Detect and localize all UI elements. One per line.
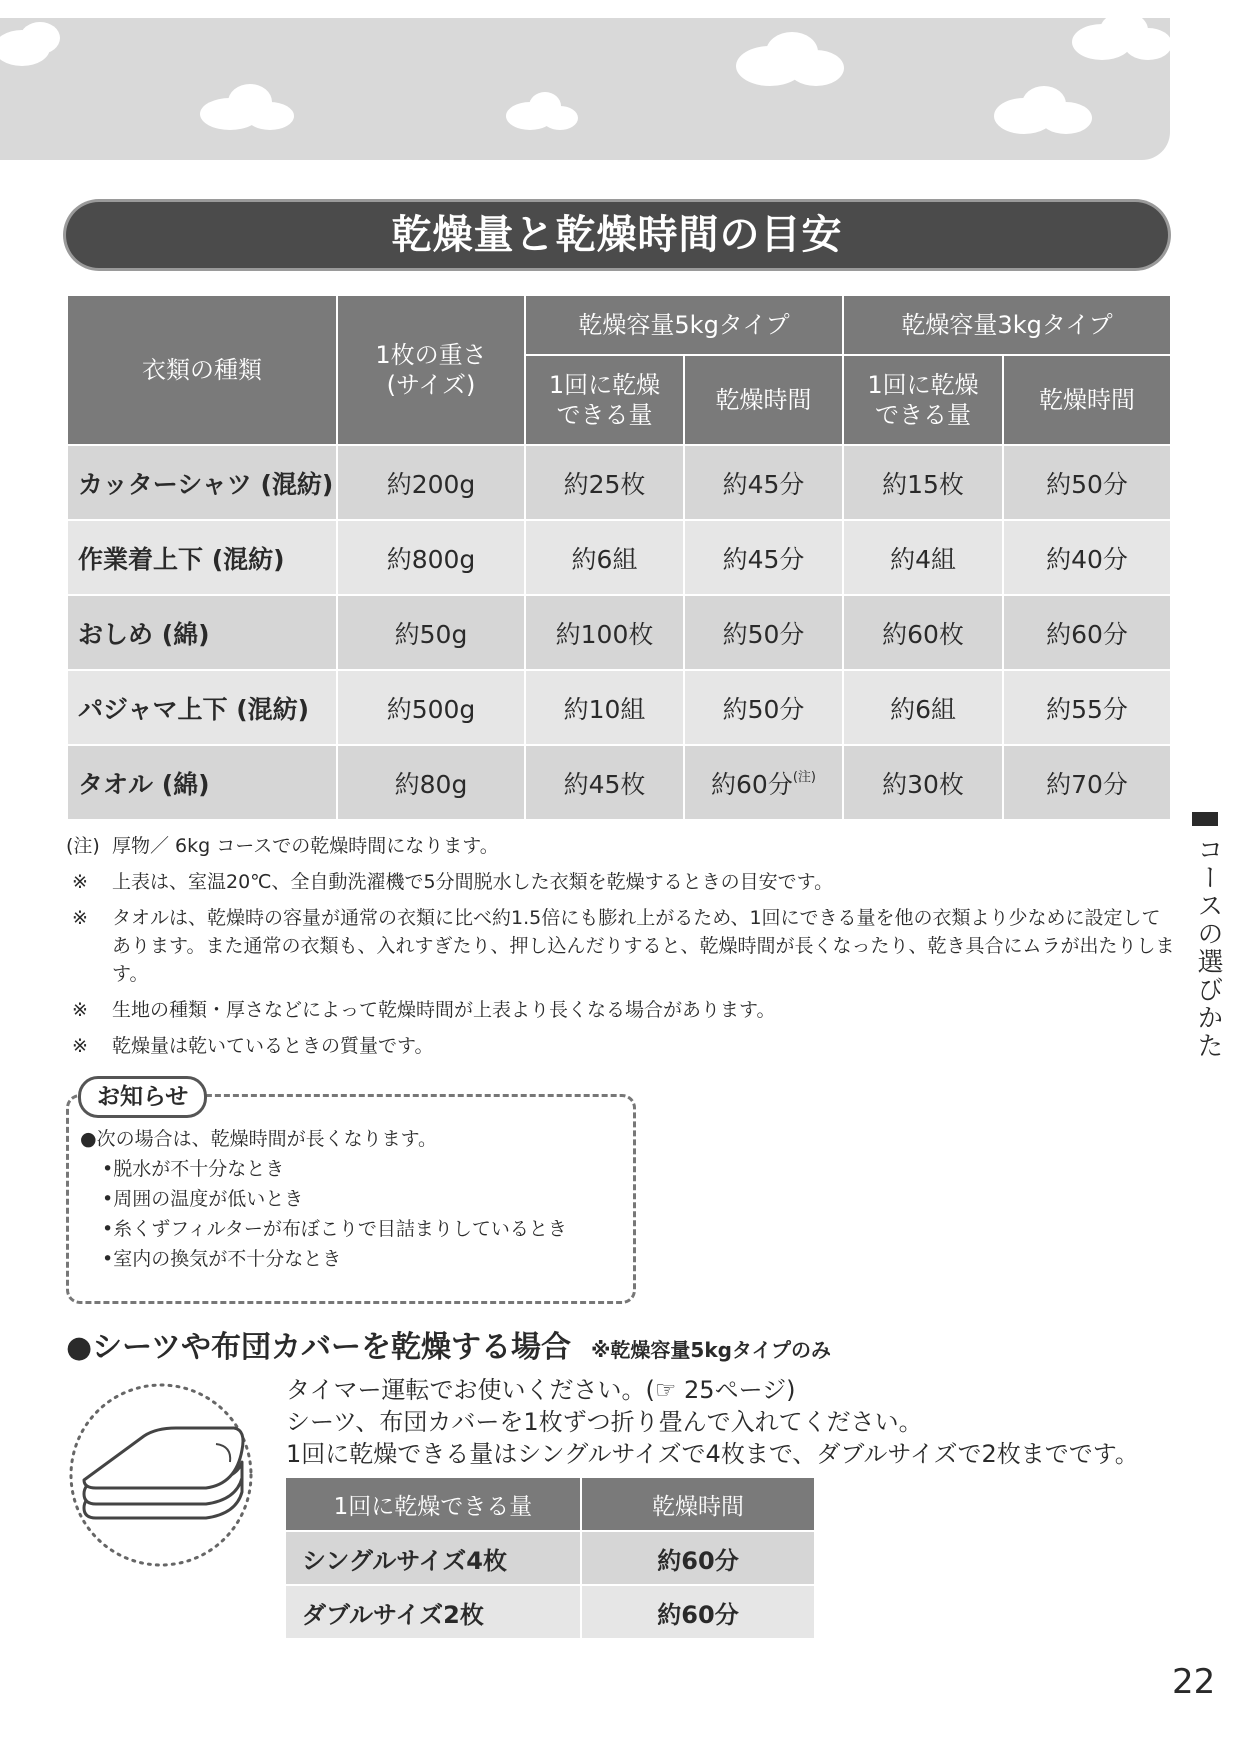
cell-amount-3kg: 約30枚 [843,745,1003,820]
cell-time-5kg: 約45分 [684,445,843,520]
table-row [285,1585,815,1639]
sheets-heading-sub: ※乾燥容量5kgタイプのみ [590,1338,831,1362]
table-row [285,1531,815,1585]
cell-weight: 約50g [337,595,525,670]
sheets-heading-text: ●シーツや布団カバーを乾燥する場合 [66,1330,571,1365]
cell-amount-5kg: 約100枚 [525,595,684,670]
cell-weight: 約80g [337,745,525,820]
cloud-banner [0,18,1170,160]
info-item: •糸くずフィルターが布ぼこりで目詰まりしているとき [102,1218,567,1240]
cell-time-5kg: 約45分 [684,520,843,595]
cell-name: おしめ (綿) [67,595,337,670]
cell-amount-5kg: 約25枚 [525,445,684,520]
cell-amount-3kg: 約15枚 [843,445,1003,520]
sheets-line: 1回に乾燥できる量はシングルサイズで4枚まで、ダブルサイズで2枚までです。 [286,1440,1139,1468]
side-tab-label: コースの選びかた [1193,836,1223,1060]
info-item: •脱水が不十分なとき [102,1158,285,1180]
note-text: 上表は、室温20℃、全自動洗濯機で5分間脱水した衣類を乾燥するときの目安です。 [112,871,834,893]
header-amount-3kg: 1回に乾燥 できる量 [843,355,1003,445]
note-text: 生地の種類・厚さなどによって乾燥時間が上表より長くなる場合があります。 [112,999,776,1021]
header-weight: 1枚の重さ (サイズ) [337,295,525,445]
table-row [67,595,1171,670]
sheets-cell-name: シングルサイズ4枚 [285,1531,581,1585]
page-title: 乾燥量と乾燥時間の目安 [66,202,1168,268]
cell-name: 作業着上下 (混紡) [67,520,337,595]
info-label: お知らせ [78,1076,207,1118]
header-time-5kg: 乾燥時間 [684,355,843,445]
header-group-3kg: 乾燥容量3kgタイプ [843,295,1171,355]
side-tab-marker [1192,812,1218,826]
asterisk-mark: ※ [72,871,88,893]
table-row [67,745,1171,820]
cell-name: カッターシャツ (混紡) [67,445,337,520]
info-item: •周囲の温度が低いとき [102,1188,304,1210]
asterisk-mark: ※ [72,1035,88,1057]
info-lead: ●次の場合は、乾燥時間が長くなります。 [80,1128,438,1150]
clouds-icon [0,18,1170,160]
cell-time-3kg: 約60分 [1003,595,1171,670]
sheets-header-time: 乾燥時間 [581,1477,815,1531]
sheets-line: シーツ、布団カバーを1枚ずつ折り畳んで入れてください。 [286,1408,923,1436]
cell-time-5kg-value: 約60分 [711,769,793,799]
sheets-line: タイマー運転でお使いください。(☞ 25ページ) [286,1376,796,1404]
asterisk-mark: ※ [72,999,88,1021]
footnote [66,832,1176,860]
cell-name: パジャマ上下 (混紡) [67,670,337,745]
notes [66,832,1176,1068]
note-text: タオルは、乾燥時の容量が通常の衣類に比べ約1.5倍にも膨れ上がるため、1回にできる量を他の衣類より少なめに設定してあります。また通常の衣類も、入れすぎたり、押し込んだりすると、乾燥時間が長くなったり、乾き具合にムラが出たりします。 [112,907,1175,985]
note-item [66,996,1176,1024]
footnote-text: 厚物／ 6kg コースでの乾燥時間になります。 [112,835,499,857]
cell-time-3kg: 約50分 [1003,445,1171,520]
footnote-marker: (注) [792,769,816,785]
header-amount-5kg: 1回に乾燥 できる量 [525,355,684,445]
cell-name: タオル (綿) [67,745,337,820]
cell-time-5kg [684,745,843,820]
sheets-table [284,1476,816,1640]
drying-table [66,294,1172,821]
cell-weight: 約500g [337,670,525,745]
note-item [66,868,1176,896]
cell-amount-5kg: 約6組 [525,520,684,595]
sheets-text [286,1374,1139,1470]
cell-time-3kg: 約55分 [1003,670,1171,745]
sheets-header-amount: 1回に乾燥できる量 [285,1477,581,1531]
info-body [80,1124,567,1274]
cell-time-3kg: 約40分 [1003,520,1171,595]
folded-sheet-icon [66,1380,256,1570]
cell-time-5kg: 約50分 [684,670,843,745]
cell-amount-3kg: 約6組 [843,670,1003,745]
info-item: •室内の換気が不十分なとき [102,1248,342,1270]
sheets-heading [66,1322,831,1366]
cell-amount-3kg: 約60枚 [843,595,1003,670]
cell-amount-5kg: 約45枚 [525,745,684,820]
table-row [67,670,1171,745]
cell-time-5kg: 約50分 [684,595,843,670]
note-item [66,904,1176,988]
cell-weight: 約800g [337,520,525,595]
cell-amount-3kg: 約4組 [843,520,1003,595]
page-number: 22 [1172,1662,1216,1702]
cell-time-3kg: 約70分 [1003,745,1171,820]
table-row [67,520,1171,595]
asterisk-mark: ※ [72,907,88,929]
sheets-cell-time: 約60分 [581,1531,815,1585]
header-time-3kg: 乾燥時間 [1003,355,1171,445]
sheets-cell-name: ダブルサイズ2枚 [285,1585,581,1639]
note-item [66,1032,1176,1060]
cell-weight: 約200g [337,445,525,520]
sheets-cell-time: 約60分 [581,1585,815,1639]
table-row [67,445,1171,520]
header-group-5kg: 乾燥容量5kgタイプ [525,295,843,355]
footnote-mark: (注) [66,835,100,857]
header-type: 衣類の種類 [67,295,337,445]
cell-amount-5kg: 約10組 [525,670,684,745]
note-text: 乾燥量は乾いているときの質量です。 [112,1035,434,1057]
